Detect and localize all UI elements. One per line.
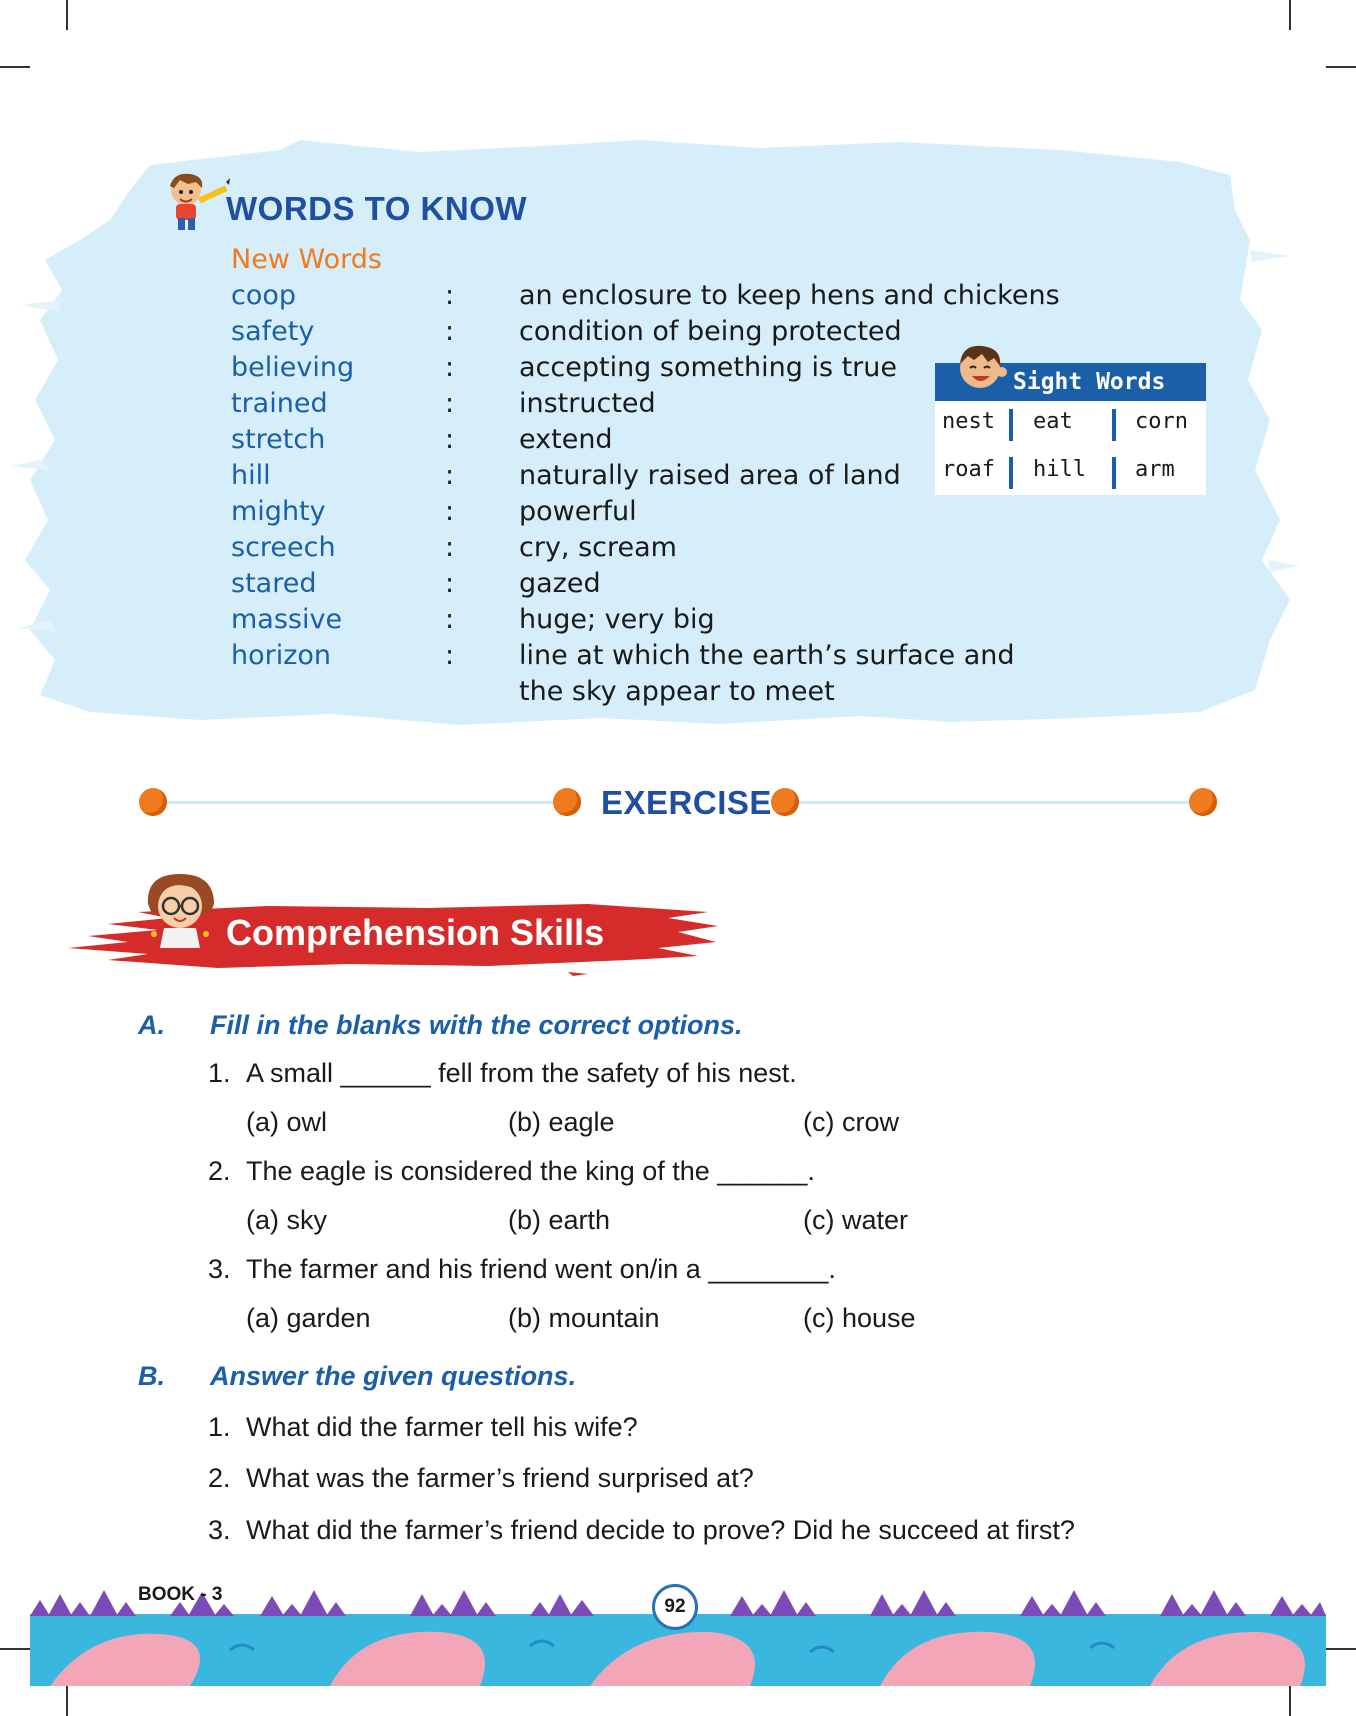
- vocab-definition: an enclosure to keep hens and chickens: [519, 280, 1060, 311]
- vocab-definition: instructed: [519, 388, 656, 419]
- vocab-word: stretch: [231, 424, 326, 455]
- vocab-definition: line at which the earth’s surface and: [519, 640, 1015, 671]
- vocab-definition: naturally raised area of land: [519, 460, 901, 491]
- vocab-word: coop: [231, 280, 297, 311]
- vocab-definition: huge; very big: [519, 604, 715, 635]
- section-b-letter: B.: [138, 1361, 165, 1391]
- question-number: 1.: [208, 1412, 231, 1442]
- vocab-definition: powerful: [519, 496, 637, 527]
- question-b1: [208, 1412, 638, 1443]
- book-label: BOOK - 3: [138, 1584, 223, 1605]
- question-text: The eagle is considered the king of the ______.: [246, 1156, 815, 1186]
- girl-with-glasses-illustration: [140, 868, 224, 948]
- question-text: What did the farmer tell his wife?: [246, 1412, 638, 1442]
- vocab-separator: :: [445, 352, 455, 383]
- option-a1-a: (a) owl: [246, 1107, 328, 1137]
- question-text: The farmer and his friend went on/in a ________.: [246, 1254, 836, 1284]
- vocab-separator: :: [445, 604, 455, 635]
- question-b3: [208, 1515, 1075, 1546]
- crop-mark: [66, 1686, 68, 1716]
- divider-dot: [771, 788, 799, 816]
- crop-mark: [1289, 1686, 1291, 1716]
- section-a-title: Fill in the blanks with the correct options.: [210, 1010, 743, 1040]
- vocab-separator: :: [445, 388, 455, 419]
- option-a3-c: (c) house: [803, 1303, 916, 1333]
- vocab-definition: gazed: [519, 568, 601, 599]
- divider-dot: [553, 788, 581, 816]
- vocab-word: mighty: [231, 496, 326, 527]
- vocab-separator: :: [445, 568, 455, 599]
- smiling-boy-illustration: [952, 338, 1008, 396]
- question-number: 3.: [208, 1254, 231, 1284]
- question-a1: [208, 1058, 797, 1089]
- exercise-divider-line-right: [795, 801, 1195, 804]
- sight-divider: [1009, 409, 1013, 441]
- exercise-divider-line-left: [165, 801, 555, 804]
- sight-word: corn: [1135, 409, 1188, 434]
- vocab-separator: :: [445, 496, 455, 527]
- divider-dot: [1189, 788, 1217, 816]
- vocab-separator: :: [445, 280, 455, 311]
- words-to-know-title: WORDS TO KNOW: [226, 190, 528, 227]
- crop-mark: [1326, 1648, 1356, 1650]
- question-a3: [208, 1254, 836, 1285]
- question-number: 1.: [208, 1058, 231, 1088]
- exercise-title: EXERCISE: [601, 784, 772, 821]
- vocab-definition: extend: [519, 424, 613, 455]
- vocab-word: stared: [231, 568, 317, 599]
- sight-word: arm: [1135, 457, 1175, 482]
- question-number: 2.: [208, 1156, 231, 1186]
- section-a-letter: A.: [138, 1010, 165, 1040]
- vocab-definition: condition of being protected: [519, 316, 902, 347]
- vocab-separator: :: [445, 532, 455, 563]
- option-a2-b: (b) earth: [508, 1205, 611, 1235]
- option-a1-c: (c) crow: [803, 1107, 899, 1137]
- new-words-heading: New Words: [231, 244, 382, 275]
- sight-word: eat: [1033, 409, 1073, 434]
- question-number: 2.: [208, 1463, 231, 1493]
- question-text: A small ______ fell from the safety of his nest.: [246, 1058, 797, 1088]
- vocab-word: horizon: [231, 640, 332, 671]
- question-number: 3.: [208, 1515, 231, 1545]
- question-text: What did the farmer’s friend decide to prove? Did he succeed at first?: [246, 1515, 1075, 1545]
- vocab-separator: :: [445, 640, 455, 671]
- sight-divider: [1009, 457, 1013, 489]
- divider-dot: [139, 788, 167, 816]
- comprehension-skills-title: Comprehension Skills: [226, 912, 605, 953]
- vocab-definition: cry, scream: [519, 532, 677, 563]
- option-a1-b: (b) eagle: [508, 1107, 615, 1137]
- vocab-word: screech: [231, 532, 336, 563]
- option-a3-a: (a) garden: [246, 1303, 371, 1333]
- sight-divider: [1112, 457, 1116, 489]
- vocab-word: hill: [231, 460, 271, 491]
- sight-word: nest: [942, 409, 995, 434]
- vocab-separator: :: [445, 460, 455, 491]
- vocab-word: believing: [231, 352, 355, 383]
- vocab-separator: :: [445, 316, 455, 347]
- option-a3-b: (b) mountain: [508, 1303, 660, 1333]
- vocab-word: trained: [231, 388, 328, 419]
- sight-word: roaf: [942, 457, 995, 482]
- boy-with-pencil-illustration: [152, 168, 230, 234]
- sight-word: hill: [1033, 457, 1086, 482]
- crop-mark: [0, 1648, 30, 1650]
- vocab-definition-continued: the sky appear to meet: [519, 676, 835, 707]
- question-text: What was the farmer’s friend surprised at?: [246, 1463, 754, 1493]
- section-b-title: Answer the given questions.: [210, 1361, 577, 1391]
- vocab-separator: :: [445, 424, 455, 455]
- vocab-word: massive: [231, 604, 343, 635]
- option-a2-a: (a) sky: [246, 1205, 327, 1235]
- question-b2: [208, 1463, 754, 1494]
- vocab-word: safety: [231, 316, 315, 347]
- sight-words-title: Sight Words: [935, 363, 1206, 401]
- vocab-definition: accepting something is true: [519, 352, 897, 383]
- page-number: 92: [652, 1584, 698, 1630]
- option-a2-c: (c) water: [803, 1205, 909, 1235]
- sight-divider: [1112, 409, 1116, 441]
- question-a2: [208, 1156, 815, 1187]
